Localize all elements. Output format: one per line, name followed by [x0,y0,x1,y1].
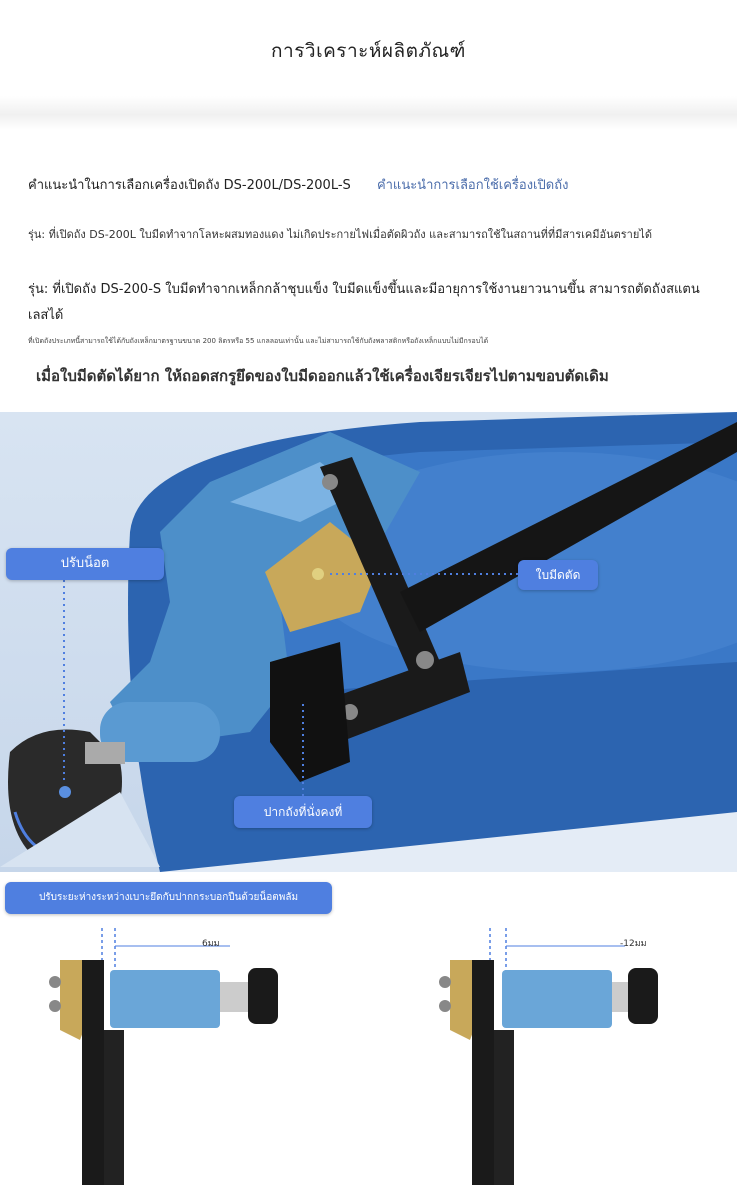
page-title: การวิเคราะห์ผลิตภัณฑ์ [271,40,466,62]
guide-line-3: ที่เปิดถังประเภทนี้สามารถใช้ได้กับถังเหล็กมาตรฐานขนาด 200 ลิตรหรือ 55 แกลลอนเท่านั้น และไม่สามารถใช้กับถังพลาสติกหรือถังเหล็กแบบไม่มีกรอบได้ [28,337,489,345]
distance-callout: ปรับระยะห่างระหว่างเบาะยึดกับปากกระบอกปืนด้วยน็อตพลัม [5,882,332,914]
guide-heading-row [28,174,728,195]
diagram-right [420,920,700,1190]
guide-heading-right: คำแนะนำการเลือกใช้เครื่องเปิดถัง [376,178,569,193]
blade-callout: ใบมีดตัด [518,560,598,590]
guide-line-2: รุ่น: ที่เปิดถัง DS-200-S ใบมีดทำจากเหล็กกล้าชุบแข็ง ใบมีดแข็งขึ้นและมีอายุการใช้งานยาวนานขึ้น สามารถตัดถังสแตนเลสได้ [28,282,700,323]
title-shadow-divider [0,96,737,130]
guide-heading: คำแนะนำในการเลือกเครื่องเปิดถัง DS-200L/DS-200L-S [28,178,351,193]
guide-line-1: รุ่น: ที่เปิดถัง DS-200L ใบมีดทำจากโลหะผสมทองแดง ไม่เกิดประกายไฟเมื่อตัดผิวถัง และสามารถใช้ในสถานที่ที่มีสารเคมีอันตรายได้ [28,228,652,241]
right-measurement: -12มม [620,939,647,949]
diagram-left [20,920,300,1190]
left-measurement: 6มม [202,939,220,949]
adjust-nut-callout: ปรับน็อต [6,548,164,580]
guide-line-4: เมื่อใบมีดตัดได้ยาก ให้ถอดสกรูยึดของใบมีดออกแล้วใช้เครื่องเจียรเจียรไปตามขอบตัดเดิม [36,367,609,385]
fixed-lip-callout: ปากถังที่นั่งคงที่ [234,796,372,828]
